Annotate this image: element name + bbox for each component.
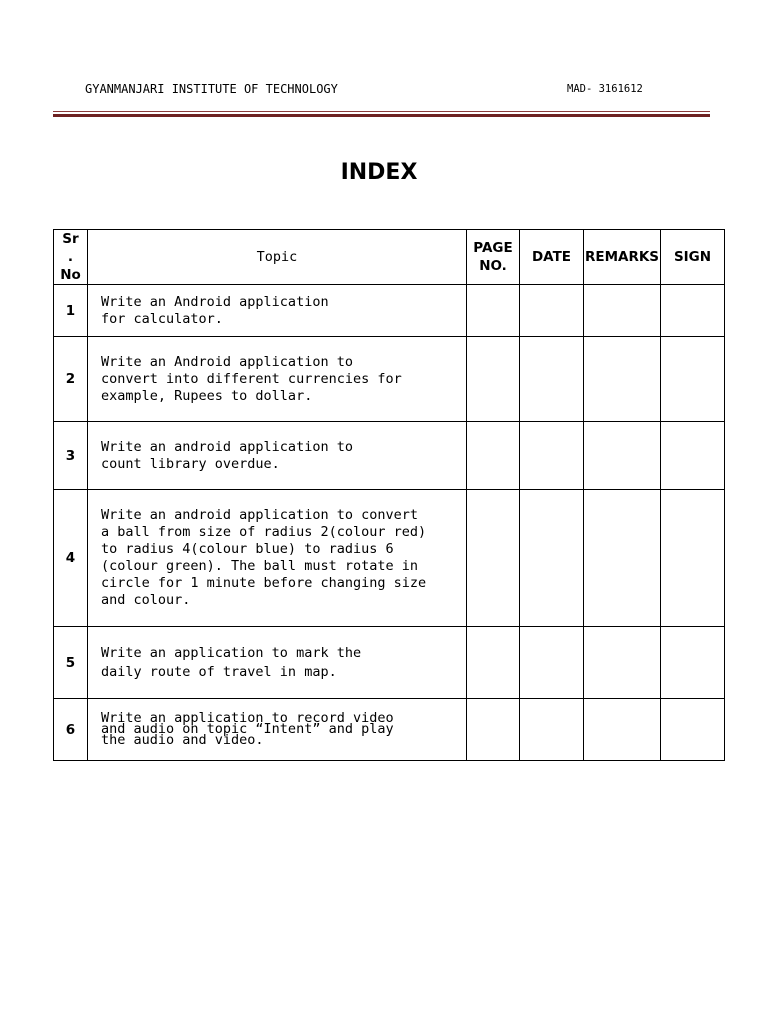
header-rule-thin	[53, 111, 710, 112]
index-table	[53, 229, 725, 761]
row-sr-no: 4	[54, 490, 88, 627]
row-remarks-cell	[584, 699, 661, 761]
col-header-page-no: PAGE NO.	[467, 230, 520, 285]
table-row	[54, 422, 725, 490]
row-page-no-cell	[467, 490, 520, 627]
table-row	[54, 627, 725, 699]
row-topic: Write an application to record video and audio on topic “Intent” and play the audio and video.	[88, 699, 467, 761]
row-date-cell	[520, 422, 584, 490]
row-sr-no: 2	[54, 337, 88, 422]
row-date-cell	[520, 699, 584, 761]
row-topic: Write an Android application for calculator.	[88, 285, 467, 337]
row-sign-cell	[661, 627, 725, 699]
row-sign-cell	[661, 337, 725, 422]
row-remarks-cell	[584, 490, 661, 627]
row-topic: Write an application to mark the daily route of travel in map.	[88, 627, 467, 699]
row-page-no-cell	[467, 627, 520, 699]
header-rule-thick	[53, 114, 710, 117]
row-sr-no: 1	[54, 285, 88, 337]
row-date-cell	[520, 285, 584, 337]
col-header-topic: Topic	[88, 230, 467, 285]
institute-name: GYANMANJARI INSTITUTE OF TECHNOLOGY	[85, 82, 338, 96]
row-page-no-cell	[467, 422, 520, 490]
row-sr-no: 3	[54, 422, 88, 490]
page-title: INDEX	[340, 160, 418, 185]
row-remarks-cell	[584, 337, 661, 422]
table-row	[54, 285, 725, 337]
row-topic: Write an android application to convert a ball from size of radius 2(colour red) to radius 4(colour blue) to radius 6 (colour green). The ball must rotate in circle for 1 minute before changing size and colour.	[88, 490, 467, 627]
row-page-no-cell	[467, 285, 520, 337]
row-date-cell	[520, 490, 584, 627]
table-row	[54, 337, 725, 422]
col-header-remarks: REMARKS	[584, 230, 661, 285]
table-row	[54, 699, 725, 761]
row-remarks-cell	[584, 285, 661, 337]
row-page-no-cell	[467, 699, 520, 761]
row-sr-no: 6	[54, 699, 88, 761]
col-header-sr-no: Sr . No	[54, 230, 88, 285]
row-sign-cell	[661, 699, 725, 761]
row-remarks-cell	[584, 422, 661, 490]
row-sign-cell	[661, 285, 725, 337]
row-page-no-cell	[467, 337, 520, 422]
subject-code: MAD- 3161612	[567, 83, 643, 95]
row-sr-no: 5	[54, 627, 88, 699]
col-header-date: DATE	[520, 230, 584, 285]
row-date-cell	[520, 337, 584, 422]
row-sign-cell	[661, 422, 725, 490]
col-header-sign: SIGN	[661, 230, 725, 285]
row-topic: Write an Android application to convert into different currencies for example, Rupees to dollar.	[88, 337, 467, 422]
table-header-row	[54, 230, 725, 285]
row-date-cell	[520, 627, 584, 699]
row-sign-cell	[661, 490, 725, 627]
row-topic: Write an android application to count library overdue.	[88, 422, 467, 490]
row-remarks-cell	[584, 627, 661, 699]
table-row	[54, 490, 725, 627]
